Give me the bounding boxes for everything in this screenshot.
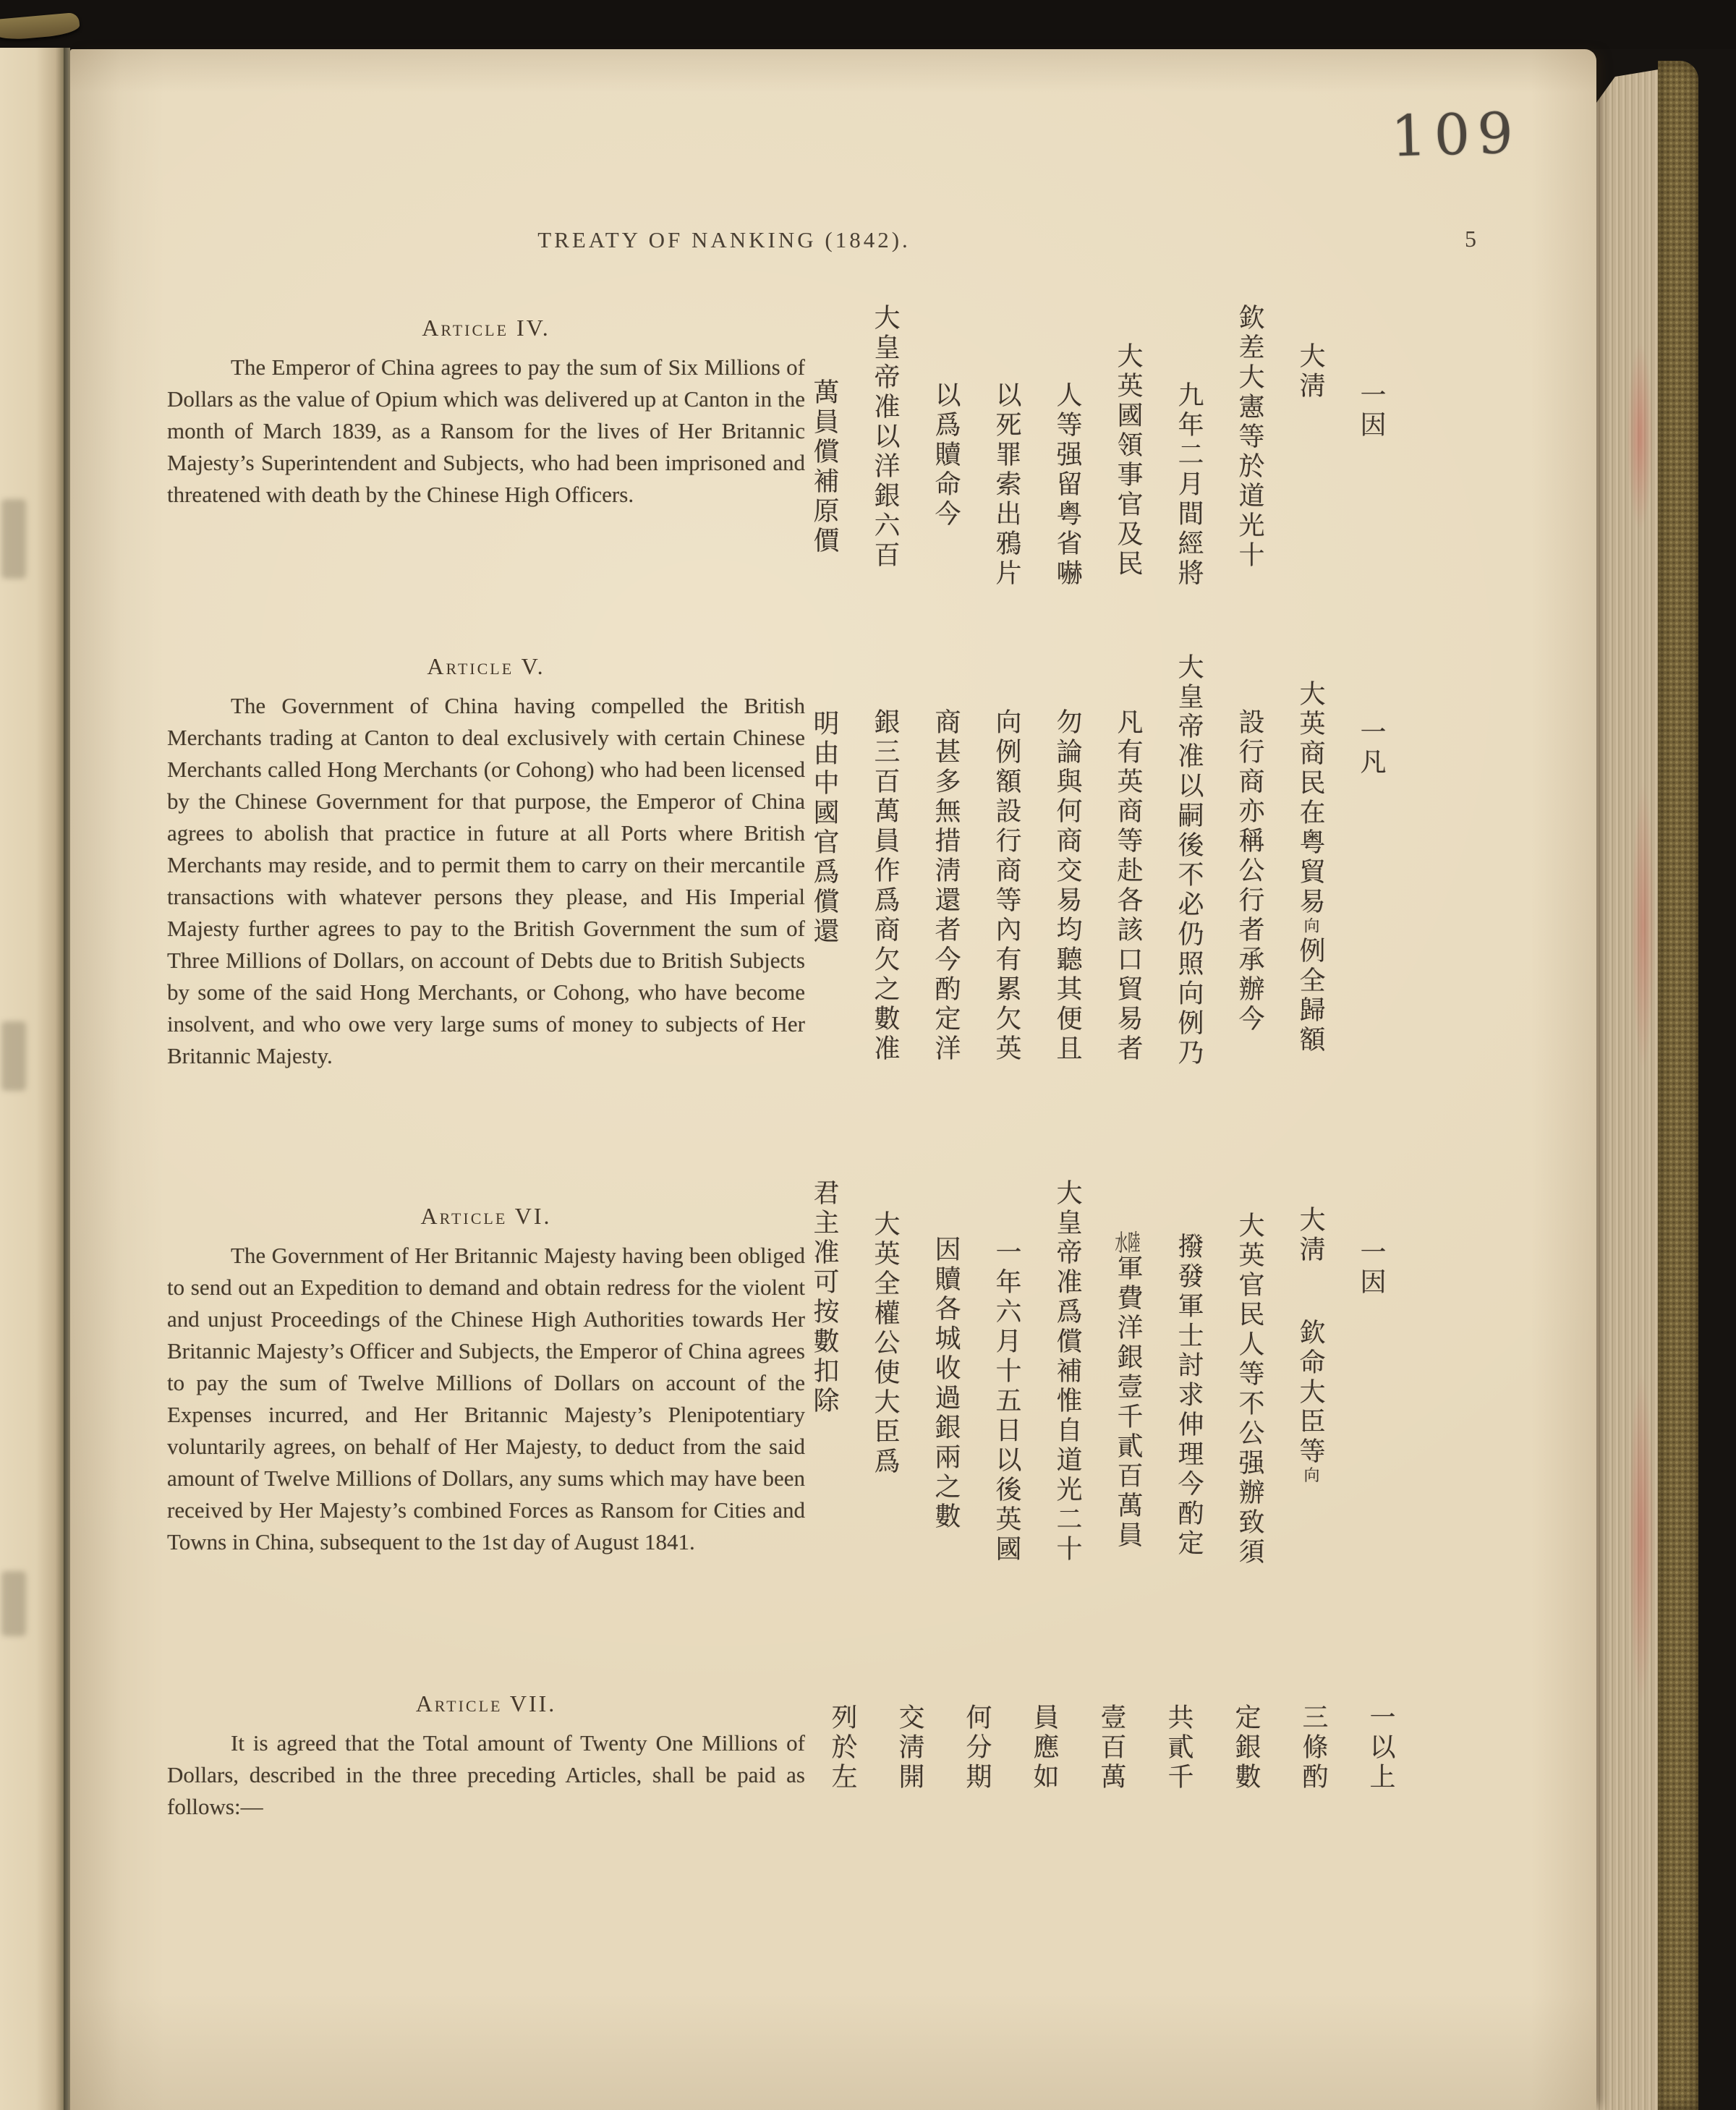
chinese-column: [1097, 1179, 1158, 1584]
chinese-column: [1158, 653, 1219, 1087]
chinese-column: [876, 1703, 943, 1812]
chinese-column: [915, 304, 976, 608]
chinese-text-segment: 凡有英商等赴各該口貿易者: [1113, 707, 1143, 1064]
article-v-heading: Article V.: [427, 653, 545, 679]
chinese-text-segment: 交淸開: [895, 1703, 924, 1792]
chinese-column: [1280, 1179, 1340, 1584]
chinese-text-article-vii: [809, 1703, 1414, 1812]
article-vi-heading: Article VI.: [420, 1203, 552, 1229]
chinese-column: [854, 1179, 915, 1584]
chinese-text-segment: 人等强留粤省嚇: [1052, 380, 1082, 589]
chinese-text-segment: 水陸: [1115, 1230, 1141, 1254]
chinese-text-segment: 一因: [1356, 1238, 1386, 1298]
article-vii-body: It is agreed that the Total amount of Twenty One Millions of Dollars, described in the three preceding Articles, shall be paid as follows:—: [167, 1730, 805, 1819]
chinese-column: [1340, 653, 1401, 1087]
chinese-column: [1219, 653, 1280, 1087]
chinese-column: [1158, 1179, 1219, 1584]
chinese-text-segment: 軍費洋銀壹千貳百萬員: [1113, 1254, 1143, 1551]
chinese-column: [1340, 304, 1401, 608]
chinese-column: [1097, 653, 1158, 1087]
chinese-column: [915, 1179, 976, 1584]
chinese-column: [915, 653, 976, 1087]
chinese-column: [793, 1179, 854, 1584]
chinese-text-segment: 一凡: [1356, 718, 1386, 778]
chinese-text-segment: 大淸: [1295, 1205, 1325, 1265]
chinese-text-segment: 大皇帝准爲償補惟自道光二十: [1052, 1179, 1082, 1565]
chinese-column: [1078, 1703, 1145, 1812]
chinese-column: [1158, 304, 1219, 608]
chinese-text-segment: 大英官民人等不公强辦致須: [1235, 1212, 1264, 1568]
chinese-column: [809, 1703, 876, 1812]
chinese-column: [1280, 1703, 1347, 1812]
chinese-column: [793, 304, 854, 608]
chinese-text-segment: 大英全權公使大臣爲: [870, 1210, 900, 1478]
chinese-text-segment: 商甚多無措淸還者今酌定洋: [931, 707, 961, 1064]
chinese-text-segment: 勿論與何商交易均聽其便且: [1052, 707, 1082, 1064]
article-iv-body: The Emperor of China agrees to pay the sum of Six Millions of Dollars as the value of Opium which was delivered up at Canton in the month of March 1839, as a Ransom for the lives of Her Britannic Majesty’s Superintendent and Subjects, who had been imprisoned and threatened with death by the Chinese High Officers.: [167, 354, 805, 507]
chinese-text-segment: 設行商亦稱公行者承辦今: [1235, 707, 1264, 1034]
page-edges: [1596, 69, 1659, 2110]
chinese-column: [1219, 304, 1280, 608]
chinese-text-segment: 何分期: [962, 1703, 992, 1792]
chinese-text-segment: 例全歸額: [1295, 936, 1325, 1055]
chinese-text-segment: 因贖各城收過銀兩之數: [931, 1235, 961, 1532]
chinese-text-article-v: [793, 653, 1401, 1087]
chinese-column: [1280, 653, 1340, 1087]
chinese-text-segment: 萬員償補原價: [809, 378, 839, 556]
facing-page-bleedthrough: [1, 1571, 26, 1636]
chinese-text-segment: 向例額設行商等內有累欠英: [992, 707, 1021, 1064]
chinese-text-segment: 一年六月十五日以後英國: [992, 1238, 1021, 1565]
facing-page-bleedthrough: [1, 1021, 26, 1091]
chinese-text-segment: 列於左: [827, 1703, 857, 1792]
chinese-column: [1010, 1703, 1078, 1812]
chinese-text-segment: 向: [1301, 1466, 1319, 1486]
chinese-column: [976, 304, 1037, 608]
facing-page-edge: [0, 48, 65, 2110]
library-stamp: 109: [1390, 101, 1522, 170]
book-page: [70, 49, 1596, 2110]
article-vii-heading: Article VII.: [415, 1690, 557, 1716]
chinese-column: [943, 1703, 1010, 1812]
chinese-text-segment: 共貳千: [1164, 1703, 1194, 1792]
chinese-text-segment: 一因: [1356, 380, 1386, 441]
chinese-column: [976, 653, 1037, 1087]
book-gutter: [64, 48, 70, 2110]
chinese-text-segment: 大英國領事官及民: [1113, 342, 1143, 580]
article-vii: [167, 1690, 805, 1823]
chinese-column: [854, 304, 915, 608]
chinese-column: [1037, 304, 1097, 608]
chinese-text-segment: 大英商民在粤貿易: [1295, 679, 1325, 917]
chinese-column: [1097, 304, 1158, 608]
page-number: 5: [1465, 226, 1476, 252]
chinese-column: [1340, 1179, 1401, 1584]
chinese-text-segment: 大淸: [1295, 342, 1325, 402]
article-vi-body: The Government of Her Britannic Majesty having been obliged to send out an Expedition to demand and obtain redress for the violent and unjust Proceedings of the Chinese High Authorities towards Her Britannic Majesty’s Officer and Subjects, the Emperor of China agrees to pay the sum of Twelve Millions of Dollars on account of the Expenses incurred, and Her Britannic Majesty’s Plenipotentiary voluntarily agrees, on behalf of Her Majesty, to deduct from the said amount of Twelve Millions of Dollars, any sums which may have been received by Her Majesty’s combined Forces as Ransom for Cities and Towns in China, subsequent to the 1st day of August 1841.: [167, 1243, 805, 1554]
chinese-column: [1037, 653, 1097, 1087]
chinese-text-segment: 大皇帝准以嗣後不必仍照向例乃: [1174, 653, 1204, 1068]
article-v-body: The Government of China having compelled the British Merchants trading at Canton to deal exclusively with certain Chinese Merchants called Hong Merchants (or Cohong) who had been licensed by the Chinese Government for that purpose, the Emperor of China agrees to abolish that practice in future at all Ports where British Merchants may reside, and to permit them to carry on their mercantile transactions with whatever persons they please, and His Imperial Majesty further agrees to pay to the British Government the sum of Three Millions of Dollars, on account of Debts due to British Subjects by some of the said Hong Merchants, or Cohong, who have become insolvent, and who owe very large sums of money to subjects of Her Britannic Majesty.: [167, 693, 805, 1068]
chinese-text-segment: 撥發軍士討求伸理今酌定: [1174, 1232, 1204, 1559]
chinese-text-segment: 大皇帝准以洋銀六百: [870, 304, 900, 571]
book-cover-cloth: [1658, 61, 1698, 2110]
chinese-text-segment: 君主准可按數扣除: [809, 1179, 839, 1416]
chinese-text-segment: 銀三百萬員作爲商欠之數准: [870, 707, 900, 1064]
article-v: [167, 653, 805, 1072]
chinese-text-segment: 定銀數: [1231, 1703, 1261, 1792]
chinese-text-segment: 一以上: [1366, 1703, 1395, 1792]
chinese-column: [1219, 1179, 1280, 1584]
chinese-column: [1145, 1703, 1212, 1812]
facing-page-bleedthrough: [1, 499, 26, 579]
photo-background: [0, 0, 1736, 49]
chinese-column: [1212, 1703, 1280, 1812]
chinese-text-segment: 欽命大臣等: [1295, 1318, 1325, 1467]
article-vi: [167, 1203, 805, 1558]
chinese-text-segment: 向: [1301, 916, 1319, 937]
chinese-text-article-vi: [793, 1179, 1401, 1584]
chinese-text-segment: 欽差大憲等於道光十: [1235, 304, 1264, 571]
chinese-text-segment: 明由中國官爲償還: [809, 709, 839, 947]
chinese-text-segment: 以爲贖命今: [931, 380, 961, 529]
chinese-text-segment: 以死罪索出鴉片: [992, 380, 1021, 589]
chinese-text-segment: 壹百萬: [1097, 1703, 1126, 1792]
chinese-column: [854, 653, 915, 1087]
article-iv: [167, 315, 805, 511]
chinese-text-segment: 三條酌: [1298, 1703, 1328, 1792]
chinese-text-segment: 九年二月間經將: [1174, 380, 1204, 589]
chinese-column: [1037, 1179, 1097, 1584]
chinese-text-article-iv: [793, 304, 1401, 608]
article-iv-heading: Article IV.: [422, 315, 550, 341]
chinese-text-segment: 員應如: [1029, 1703, 1059, 1792]
chinese-column: [1347, 1703, 1414, 1812]
chinese-column: [793, 653, 854, 1087]
running-head-title: TREATY OF NANKING (1842).: [537, 227, 911, 252]
chinese-column: [1280, 304, 1340, 608]
chinese-column: [976, 1179, 1037, 1584]
